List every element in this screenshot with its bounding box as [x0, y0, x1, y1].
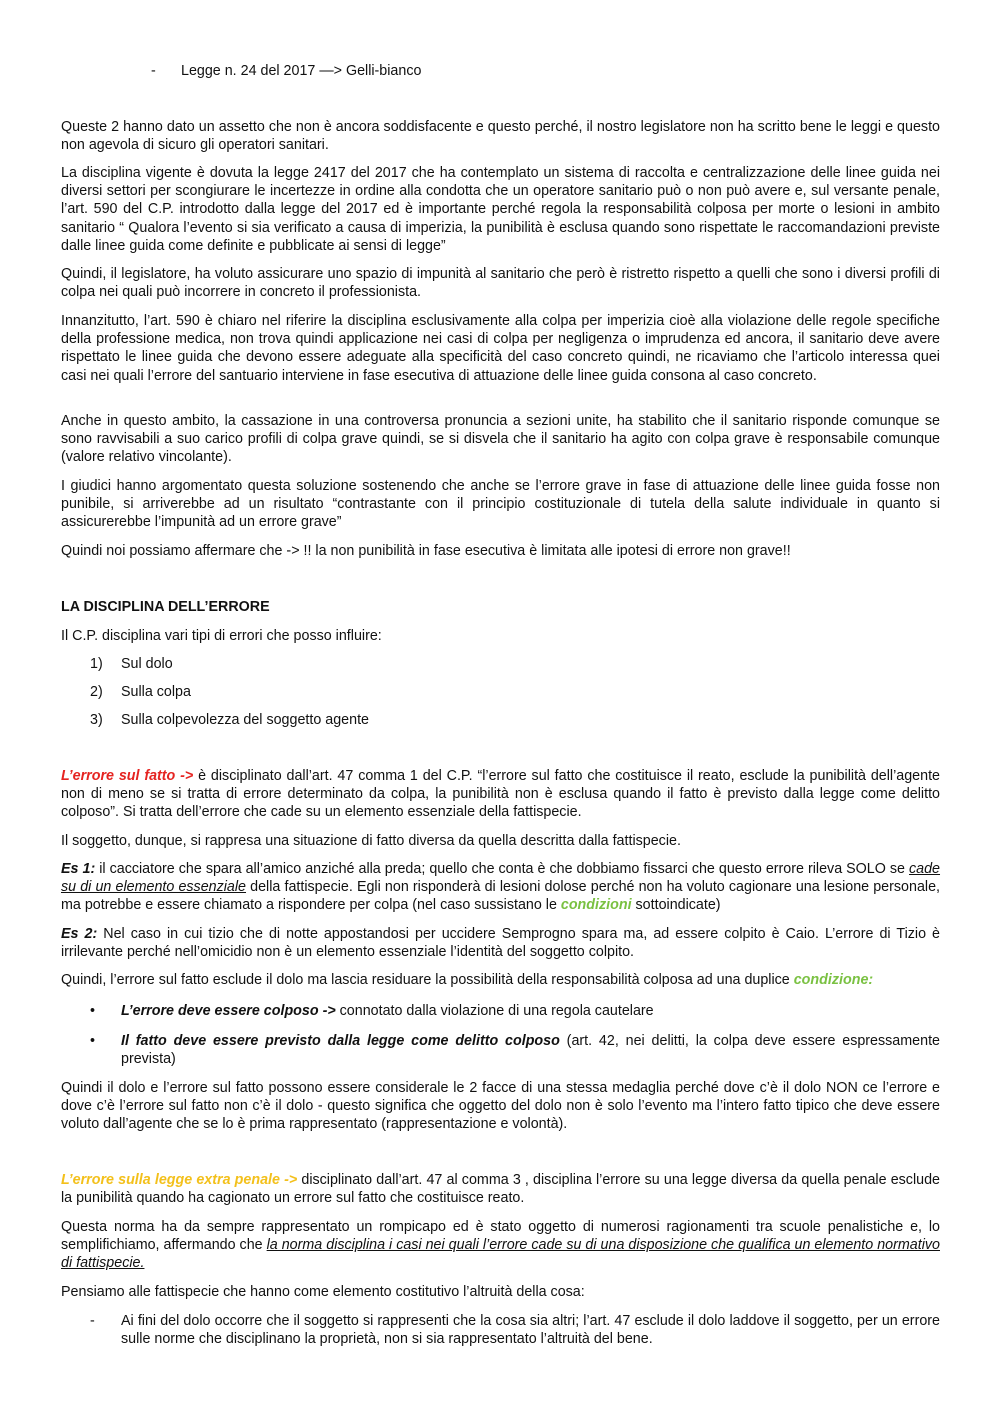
underlined-phrase: cade su di un elemento essenziale	[61, 861, 941, 896]
intro-list-item	[151, 62, 421, 80]
paragraph-soggetto: Il soggetto, dunque, si rappresa una situazione di fatto diversa da quella descritta dalla fattispecie.	[61, 833, 681, 849]
condizioni-keyword: condizioni	[560, 897, 632, 914]
paragraph-art-590: Innanzitutto, l’art. 590 è chiaro nel riferire la disciplina esclusivamente alla colpa per imperizia cioè alla violazione delle regole specifiche della professione medica, non trova quindi applicazione nei casi di colpa per negligenza o imprudenza ed ancora, il sanitario deve avere rispettato le linee guida che devono essere adeguate alla specificità del caso concreto quindi, ne ricaviamo che l’articolo interessa quei casi nei quali l’errore del santuario interviene in fase esecutiva di attuazione delle linee guida consona al caso concreto.	[61, 313, 940, 384]
dash-marker: -	[90, 1313, 95, 1329]
paragraph-disciplina-vigente: La disciplina vigente è dovuta la legge 2417 del 2017 che ha contemplato un sistema di raccolta e centralizzazione delle linee guida nei diversi settori per scongiurare le incertezze in ordine alla condotta che un operatore sanitario può o non può avere e, sul versante penale, l’art. 590 del C.P. introdotto dalla legge del 2017 ed è importante perché regola la responsabilità colposa per morte o lesioni in ambito sanitario “ Qualora l’evento si sia verificato a causa di imperizia, la punibilità è esclusa quando sono rispettate le raccomandazioni previste dalle linee guida come definite e pubblicate ai sensi di legge”	[61, 165, 940, 254]
errore-legge-label: L’errore sulla legge extra penale ->	[61, 1172, 298, 1188]
paragraph-dolo-errore: Quindi il dolo e l’errore sul fatto possono essere considerale le 2 facce di una stessa medaglia perché dove c’è il dolo NON ce l’errore e dove c’è l’errore sul fatto non c’è il dolo - questo significa che oggetto del dolo non è solo l’evento ma l’intero fatto tipico che deve essere voluto dall’agente che se lo è prima rappresentato (rappresentazione e volontà).	[61, 1080, 940, 1133]
list-item: 3) Sulla colpevolezza del soggetto agente	[90, 712, 369, 728]
paragraph-giudici: I giudici hanno argomentato questa soluzione sostenendo che anche se l’errore grave in fase di attuazione delle linee guida fosse non punibile, si arriverebbe ad un risultato “contrastante con il principio costituzionale di tutela della salute individuale in quanto si assicurerebbe l’impunità ad un errore grave”	[61, 478, 940, 531]
bullet-marker: •	[90, 1003, 96, 1019]
errore-fatto-label: L’errore sul fatto ->	[61, 768, 194, 784]
condizione-keyword: condizione:	[793, 972, 874, 988]
bullet-item: • L’errore deve essere colposo -> connotato dalla violazione di una regola cautelare	[90, 1003, 654, 1019]
paragraph-esempio-1: Es 1: il cacciatore che spara all’amico anziché alla preda; quello che conta è che dobbiamo fissarci che questo errore rileva SOLO se cade su di un elemento essenziale della fattispecie. Egli non risponderà di lesioni dolose perché non ha voluto cagionare una lesione personale, ma potrebbe e essere chiamato a rispondere per colpa (nel caso sussistano le condizioni sottoindicate)	[61, 861, 941, 914]
bullet-marker: •	[90, 1033, 96, 1049]
intro-list-item-text: Legge n. 24 del 2017 —> Gelli-bianco	[181, 63, 422, 79]
list-item: 1) Sul dolo	[90, 656, 173, 672]
paragraph-assetto: Queste 2 hanno dato un assetto che non è ancora soddisfacente e questo perché, il nostro legislatore non ha scritto bene le leggi e questo non agevola di sicuro gli operatori sanitari.	[61, 119, 940, 154]
paragraph-legislatore: Quindi, il legislatore, ha voluto assicurare uno spazio di impunità al sanitario che però è ristretto rispetto a quelli che sono i diversi profili di colpa nei quali può incorrere in concreto il professionista.	[61, 266, 940, 301]
example-2-label: Es 2:	[61, 926, 98, 942]
dash-list-item: - Ai fini del dolo occorre che il soggetto si rappresenti che la cosa sia altri; l’art. 47 esclude il dolo laddove il soggetto, per un errore sulle norme che disciplinano la proprietà, non si sia rappresentato l’altruità del bene.	[90, 1313, 940, 1348]
bullet-item: • Il fatto deve essere previsto dalla legge come delitto colposo (art. 42, nei delitti, la colpa deve essere espressamente prevista)	[90, 1033, 940, 1068]
paragraph-esempio-2: Es 2: Nel caso in cui tizio che di notte appostandosi per uccidere Semprogno spara ma, ad essere colpito è Caio. L’errore di Tizio è irrilevante perché nell’omicidio non è un elemento essenziale l’identità del soggetto colpito.	[61, 926, 940, 961]
dash-marker: -	[151, 63, 156, 79]
paragraph-rompicapo: Questa norma ha da sempre rappresentato un rompicapo ed è stato oggetto di numerosi ragionamenti tra scuole penalistiche e, lo semplifichiamo, affermando che la norma disciplina i casi nei quali l’errore cade su di una disposizione che qualifica un elemento normativo di fattispecie.	[61, 1219, 940, 1272]
paragraph-condizione: Quindi, l’errore sul fatto esclude il dolo ma lascia residuare la possibilità della responsabilità colposa ad una duplice condizione:	[61, 972, 874, 988]
paragraph-errore-legge-extra-penale: L’errore sulla legge extra penale -> disciplinato dall’art. 47 al comma 3 , disciplina l’errore su una legge diversa da quella penale esclude la punibilità quando ha cagionato un errore sul fatto che costituisce reato.	[61, 1172, 940, 1207]
section-heading: LA DISCIPLINA DELL’ERRORE	[61, 599, 270, 615]
paragraph-conclusione: Quindi noi possiamo affermare che -> !! la non punibilità in fase esecutiva è limitata alle ipotesi di errore non grave!!	[61, 543, 791, 559]
section-intro: Il C.P. disciplina vari tipi di errori che posso influire:	[61, 628, 382, 644]
underlined-phrase: la norma disciplina i casi nei quali l’errore cade su di una disposizione che qualifica un elemento normativo di fattispecie.	[61, 1237, 940, 1272]
paragraph-cassazione: Anche in questo ambito, la cassazione in una controversa pronuncia a sezioni unite, ha stabilito che il sanitario risponde comunque se sono ravvisabili a suo carico profili di colpa grave quindi, se si disvela che il sanitario ha agito con colpa grave è responsabile comunque (valore relativo vincolante).	[61, 413, 940, 466]
paragraph-errore-sul-fatto: L’errore sul fatto -> è disciplinato dall’art. 47 comma 1 del C.P. “l’errore sul fatto che costituisce il reato, esclude la punibilità dell’agente non di meno se si tratta di errore determinato da colpa, la punibilità non è esclusa quando il fatto è previsto dalla legge come delitto colposo”. Si tratta dell’errore che cade su un elemento essenziale della fattispecie.	[61, 768, 941, 821]
example-1-label: Es 1:	[61, 861, 96, 877]
paragraph-altruita: Pensiamo alle fattispecie che hanno come elemento costitutivo l’altruità della cosa:	[61, 1284, 585, 1300]
list-item: 2) Sulla colpa	[90, 684, 191, 700]
